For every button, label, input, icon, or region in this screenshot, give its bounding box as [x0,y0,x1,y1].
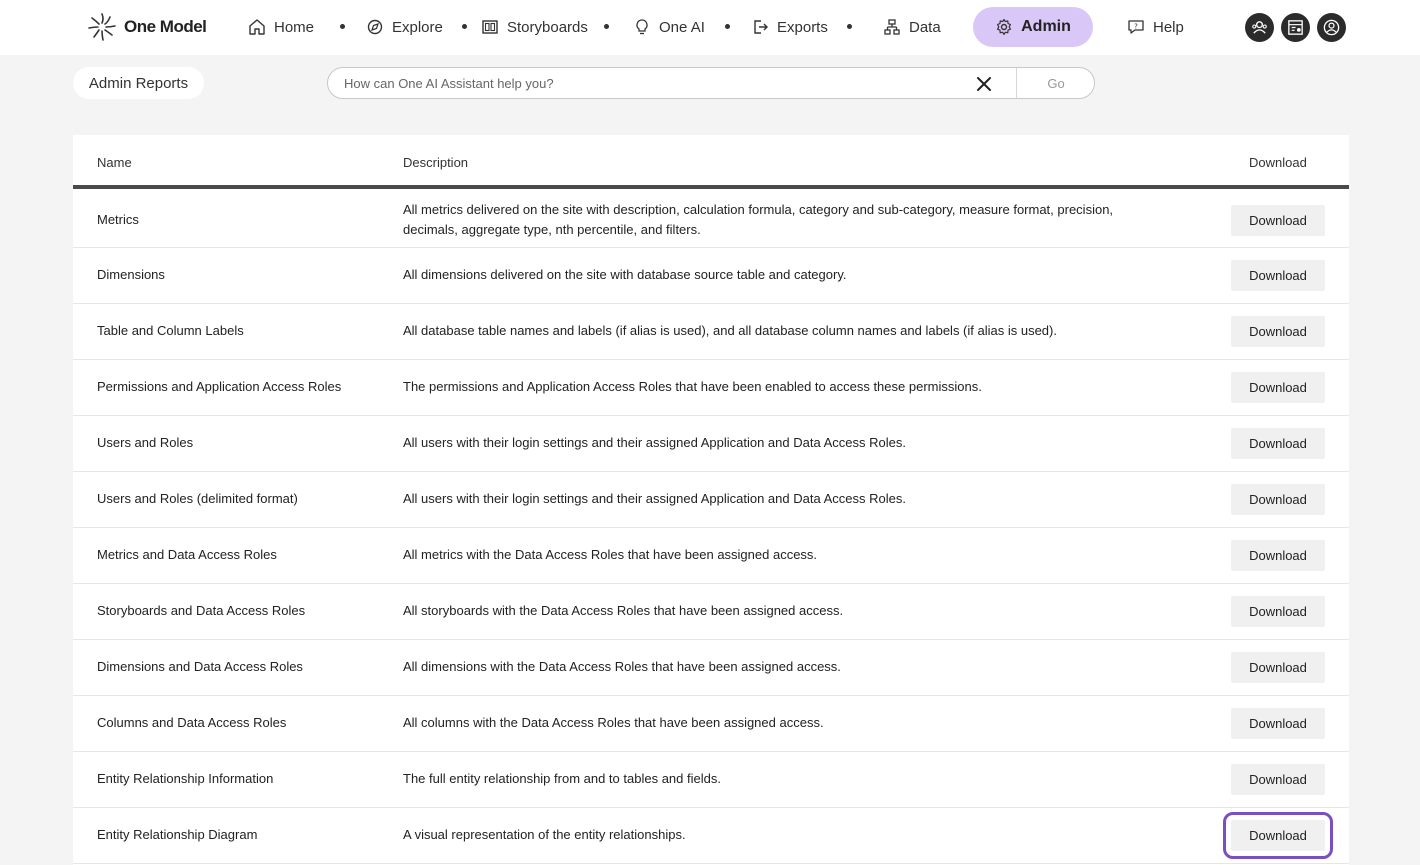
download-button[interactable]: Download [1231,652,1325,683]
nav-home[interactable] [248,12,314,42]
nav-help-label: Help [1153,18,1184,36]
close-icon [976,76,992,92]
team-button[interactable] [1245,13,1274,42]
nav-admin[interactable] [973,7,1093,47]
go-button[interactable]: Go [1016,68,1095,98]
report-name: Metrics [97,212,139,227]
download-button[interactable]: Download [1231,372,1325,403]
report-description: All columns with the Data Access Roles that have been assigned access. [403,715,824,730]
column-header-description: Description [403,155,469,170]
report-name: Table and Column Labels [97,323,244,338]
data-hierarchy-icon [883,18,901,36]
report-description: The permissions and Application Access Roles that have been enabled to access these permissions. [403,379,982,394]
download-button[interactable]: Download [1231,205,1325,236]
compass-icon [366,18,384,36]
user-profile-icon [1322,18,1341,37]
report-name: Permissions and Application Access Roles [97,379,342,394]
page-title: Admin Reports [73,67,204,99]
table-row [73,640,1349,696]
storyboards-icon [481,18,499,36]
gear-icon [995,18,1013,36]
table-row [73,416,1349,472]
svg-text:?: ? [1134,22,1138,31]
export-icon [751,18,769,36]
nav-separator [847,24,852,29]
one-model-logo-icon [86,11,118,43]
nav-storyboards-label: Storyboards [507,18,588,36]
admin-reports-table [73,135,1349,865]
report-name: Entity Relationship Diagram [97,827,258,842]
top-navigation-bar [0,0,1420,55]
nav-explore-label: Explore [392,18,443,36]
download-button[interactable]: Download [1231,540,1325,571]
table-row [73,472,1349,528]
table-row [73,584,1349,640]
report-description: All metrics with the Data Access Roles that have been assigned access. [403,547,818,562]
nav-one-ai[interactable] [633,12,705,42]
report-name: Users and Roles [97,435,194,450]
nav-separator [462,24,467,29]
report-name: Dimensions and Data Access Roles [97,659,303,674]
report-name: Users and Roles (delimited format) [97,491,298,506]
brand-logo[interactable] [86,11,206,43]
download-button[interactable]: Download [1231,708,1325,739]
table-row [73,752,1349,808]
report-description: All database table names and labels (if alias is used), and all database column names and labels (if alias is used). [403,323,1057,338]
report-description: All users with their login settings and their assigned Application and Data Access Roles. [403,491,906,506]
nav-exports[interactable] [751,12,828,42]
table-row [73,193,1349,248]
report-description: All metrics delivered on the site with description, calculation formula, category and sub-category, measure format, precision, decimals, aggregate type, nth percentile, and filters. [403,202,1114,237]
download-button[interactable]: Download [1231,260,1325,291]
notifications-icon [1286,18,1305,37]
nav-data[interactable] [883,12,941,42]
table-row [73,360,1349,416]
report-description: All users with their login settings and their assigned Application and Data Access Roles. [403,435,906,450]
report-description: A visual representation of the entity relationships. [403,827,686,842]
nav-admin-label: Admin [1021,18,1071,35]
table-row [73,808,1349,864]
nav-exports-label: Exports [777,18,828,36]
report-name: Columns and Data Access Roles [97,715,287,730]
report-description: The full entity relationship from and to tables and fields. [403,771,721,786]
nav-help[interactable] [1127,12,1184,42]
download-button[interactable]: Download [1231,764,1325,795]
table-header [73,135,1349,189]
report-name: Metrics and Data Access Roles [97,547,277,562]
column-header-download: Download [1249,155,1307,170]
nav-explore[interactable] [366,12,443,42]
home-icon [248,18,266,36]
nav-one-ai-label: One AI [659,18,705,36]
nav-separator [725,24,730,29]
report-description: All storyboards with the Data Access Roles that have been assigned access. [403,603,844,618]
nav-separator [340,24,345,29]
ai-assistant-search [327,67,1095,99]
lightbulb-icon [633,18,651,36]
download-button[interactable]: Download [1231,428,1325,459]
report-description: All dimensions with the Data Access Roles that have been assigned access. [403,659,841,674]
table-row [73,248,1349,304]
download-button[interactable]: Download [1231,484,1325,515]
brand-name: One Model [124,17,207,36]
nav-storyboards[interactable] [481,12,588,42]
clear-search-button[interactable] [974,74,994,94]
search-input[interactable] [344,69,964,97]
column-header-name: Name [97,155,132,170]
download-button[interactable]: Download [1231,316,1325,347]
report-name: Storyboards and Data Access Roles [97,603,306,618]
user-profile-button[interactable] [1317,13,1346,42]
report-name: Entity Relationship Information [97,771,274,786]
team-icon [1250,18,1269,37]
notifications-button[interactable] [1281,13,1310,42]
table-row [73,304,1349,360]
report-description: All dimensions delivered on the site with database source table and category. [403,267,847,282]
download-button-highlighted[interactable]: Download [1231,820,1325,851]
table-row [73,528,1349,584]
nav-data-label: Data [909,18,941,36]
report-name: Dimensions [97,267,165,282]
download-button[interactable]: Download [1231,596,1325,627]
table-row [73,696,1349,752]
help-chat-icon [1127,18,1145,36]
nav-separator [604,24,609,29]
nav-home-label: Home [274,18,315,36]
